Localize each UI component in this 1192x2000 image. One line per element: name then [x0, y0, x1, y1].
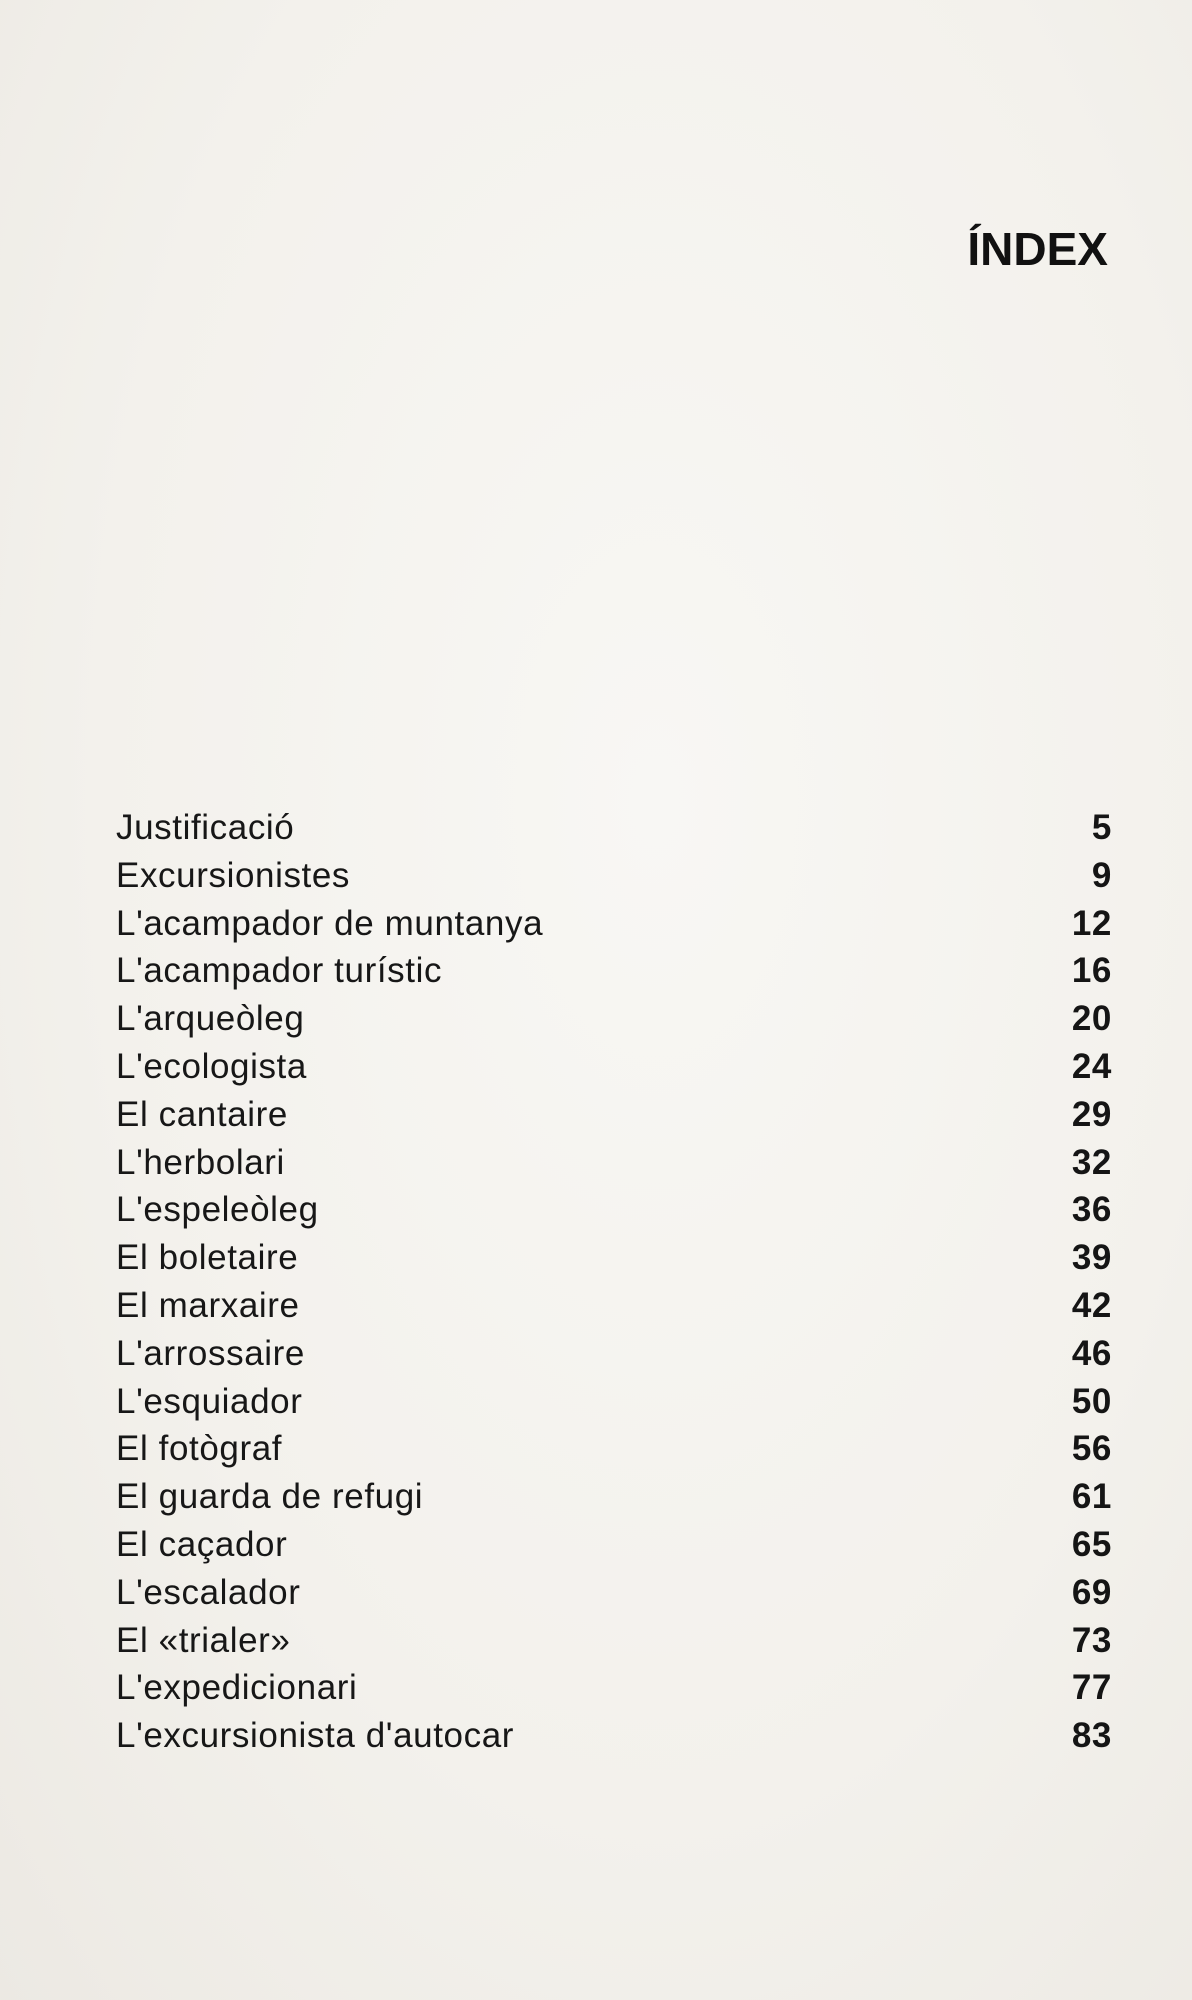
toc-entry [116, 1330, 1112, 1378]
toc-entry-page: 20 [1071, 999, 1112, 1039]
toc-entry [116, 1425, 1112, 1473]
toc-entry [116, 1712, 1112, 1760]
toc-entry-page: 5 [1091, 808, 1112, 847]
toc-entry-label: El boletaire [116, 1238, 299, 1278]
toc-entry-label: L'espeleòleg [116, 1190, 319, 1230]
toc-entry-label: L'arrossaire [116, 1333, 305, 1373]
toc-entry-page: 77 [1071, 1668, 1112, 1708]
toc-entry-page: 39 [1071, 1238, 1112, 1278]
toc-entry [116, 1139, 1112, 1187]
toc-entry [116, 1043, 1112, 1091]
toc-entry-page: 50 [1071, 1381, 1112, 1421]
toc-entry [116, 1234, 1112, 1282]
page-title: ÍNDEX [967, 223, 1108, 275]
toc-entry-label: El marxaire [116, 1285, 300, 1325]
toc-entry [116, 1617, 1112, 1665]
toc-entry-label: L'ecologista [116, 1046, 307, 1086]
toc-entry-page: 16 [1071, 951, 1112, 991]
toc-entry [116, 1378, 1112, 1426]
toc-entry-page: 24 [1071, 1046, 1112, 1086]
toc-entry-page: 83 [1071, 1716, 1112, 1756]
toc-entry-label: L'esquiador [116, 1381, 303, 1421]
toc-entry [116, 1186, 1112, 1234]
toc-entry-label: Excursionistes [116, 855, 351, 895]
toc-entry-label: L'acampador de muntanya [116, 903, 544, 943]
toc-entry [116, 900, 1112, 948]
toc-entry [116, 1569, 1112, 1617]
toc-entry-label: El guarda de refugi [116, 1477, 424, 1517]
toc-entry-page: 73 [1071, 1620, 1112, 1660]
toc-entry [116, 1091, 1112, 1139]
toc-entry [116, 1282, 1112, 1330]
toc-entry [116, 947, 1112, 995]
toc-entry-page: 56 [1071, 1429, 1112, 1469]
toc-entry-label: L'herbolari [116, 1142, 285, 1182]
toc-entry-page: 61 [1071, 1477, 1112, 1517]
toc-entry-label: L'arqueòleg [116, 999, 305, 1039]
toc-entry-label: El caçador [116, 1524, 288, 1564]
toc-entry-page: 32 [1071, 1142, 1112, 1182]
toc-entry-label: El «trialer» [116, 1620, 291, 1660]
toc-entry-label: El cantaire [116, 1094, 288, 1134]
toc-entry-page: 46 [1071, 1333, 1112, 1373]
toc-entry-label: L'acampador turístic [116, 951, 443, 991]
toc-entry-page: 42 [1071, 1285, 1112, 1325]
toc-entry-page: 65 [1071, 1524, 1112, 1564]
toc-entry-page: 9 [1091, 855, 1112, 895]
toc-entry [116, 1521, 1112, 1569]
toc-entry-page: 36 [1071, 1190, 1112, 1230]
toc-entry-page: 29 [1071, 1094, 1112, 1134]
toc-entry [116, 1473, 1112, 1521]
toc-entry-page: 69 [1071, 1572, 1112, 1612]
toc-entry-page: 12 [1071, 903, 1112, 943]
table-of-contents [116, 804, 1112, 1760]
toc-entry-label: L'excursionista d'autocar [116, 1716, 515, 1756]
toc-entry-label: El fotògraf [116, 1429, 283, 1469]
toc-entry-label: Justificació [116, 808, 295, 847]
toc-entry [116, 995, 1112, 1043]
toc-entry [116, 852, 1112, 900]
toc-entry-label: L'expedicionari [116, 1668, 358, 1708]
toc-entry [116, 804, 1112, 852]
toc-entry-label: L'escalador [116, 1572, 301, 1612]
toc-entry [116, 1664, 1112, 1712]
